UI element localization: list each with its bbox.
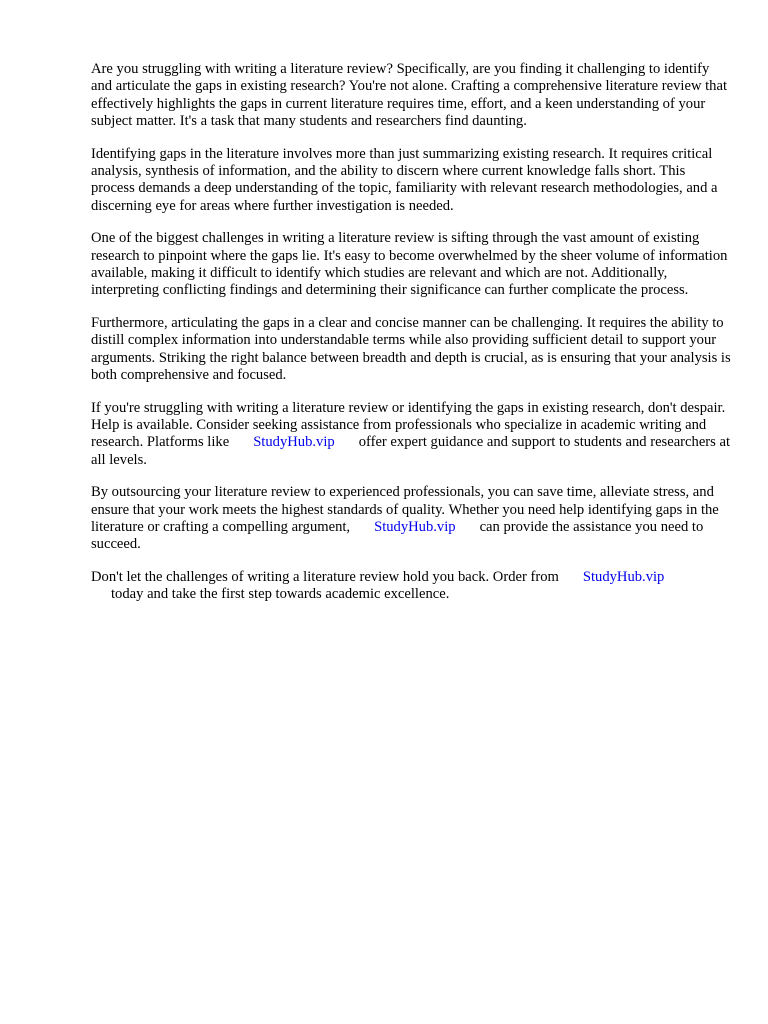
paragraph-text: offer expert guidance and support to students and researchers at all levels. <box>91 434 731 468</box>
paragraph-text: By outsourcing your literature review to experienced professionals, you can save time, alleviate stress, and ensure that your work meets the highest standards of quality. Whether you need help identifying gaps in the literature or crafting a compelling argument, <box>91 484 719 535</box>
paragraph-challenges: One of the biggest challenges in writing a literature review is sifting through the vast amount of existing research to pinpoint where the gaps lie. It's easy to become overwhelmed by the sheer volume of information available, making it difficult to identify which studies are relevant and which are not. Additionally, interpreting conflicting findings and determining their significance can further complicate the process. <box>91 230 728 299</box>
paragraph-outsourcing <box>91 484 731 554</box>
paragraph-intro: Are you struggling with writing a literature review? Specifically, are you finding it challenging to identify and articulate the gaps in existing research? You're not alone. Crafting a comprehensive literature review that effectively highlights the gaps in current literature requires time, effort, and a keen understanding of your subject matter. It's a task that many students and researchers find daunting. <box>91 61 728 130</box>
paragraph-help-available <box>91 400 731 470</box>
paragraph-text: today and take the first step towards academic excellence. <box>111 586 450 603</box>
studyhub-link[interactable]: StudyHub.vip <box>374 518 456 535</box>
paragraph-text: can provide the assistance you need to succeed. <box>91 518 704 553</box>
paragraph-text: Don't let the challenges of writing a literature review hold you back. Order from <box>91 568 559 585</box>
document-body <box>91 61 731 619</box>
paragraph-text: If you're struggling with writing a literature review or identifying the gaps in existing research, don't despair. Help is available. Consider seeking assistance from professionals who specialize in academic writing and research. Platforms like <box>91 399 726 451</box>
paragraph-articulating: Furthermore, articulating the gaps in a clear and concise manner can be challenging. It requires the ability to distill complex information into understandable terms while also providing sufficient detail to support your arguments. Striking the right balance between breadth and depth is crucial, as is ensuring that your analysis is both comprehensive and focused. <box>91 314 731 384</box>
paragraph-call-to-action <box>91 569 731 604</box>
paragraph-identifying-gaps: Identifying gaps in the literature involves more than just summarizing existing research. It requires critical analysis, synthesis of information, and the ability to discern where current knowledge falls short. This process demands a deep understanding of the topic, familiarity with relevant research methodologies, and a discerning eye for areas where further investigation is needed. <box>91 145 718 214</box>
studyhub-link[interactable]: StudyHub.vip <box>582 568 665 585</box>
studyhub-link[interactable]: StudyHub.vip <box>253 434 335 451</box>
